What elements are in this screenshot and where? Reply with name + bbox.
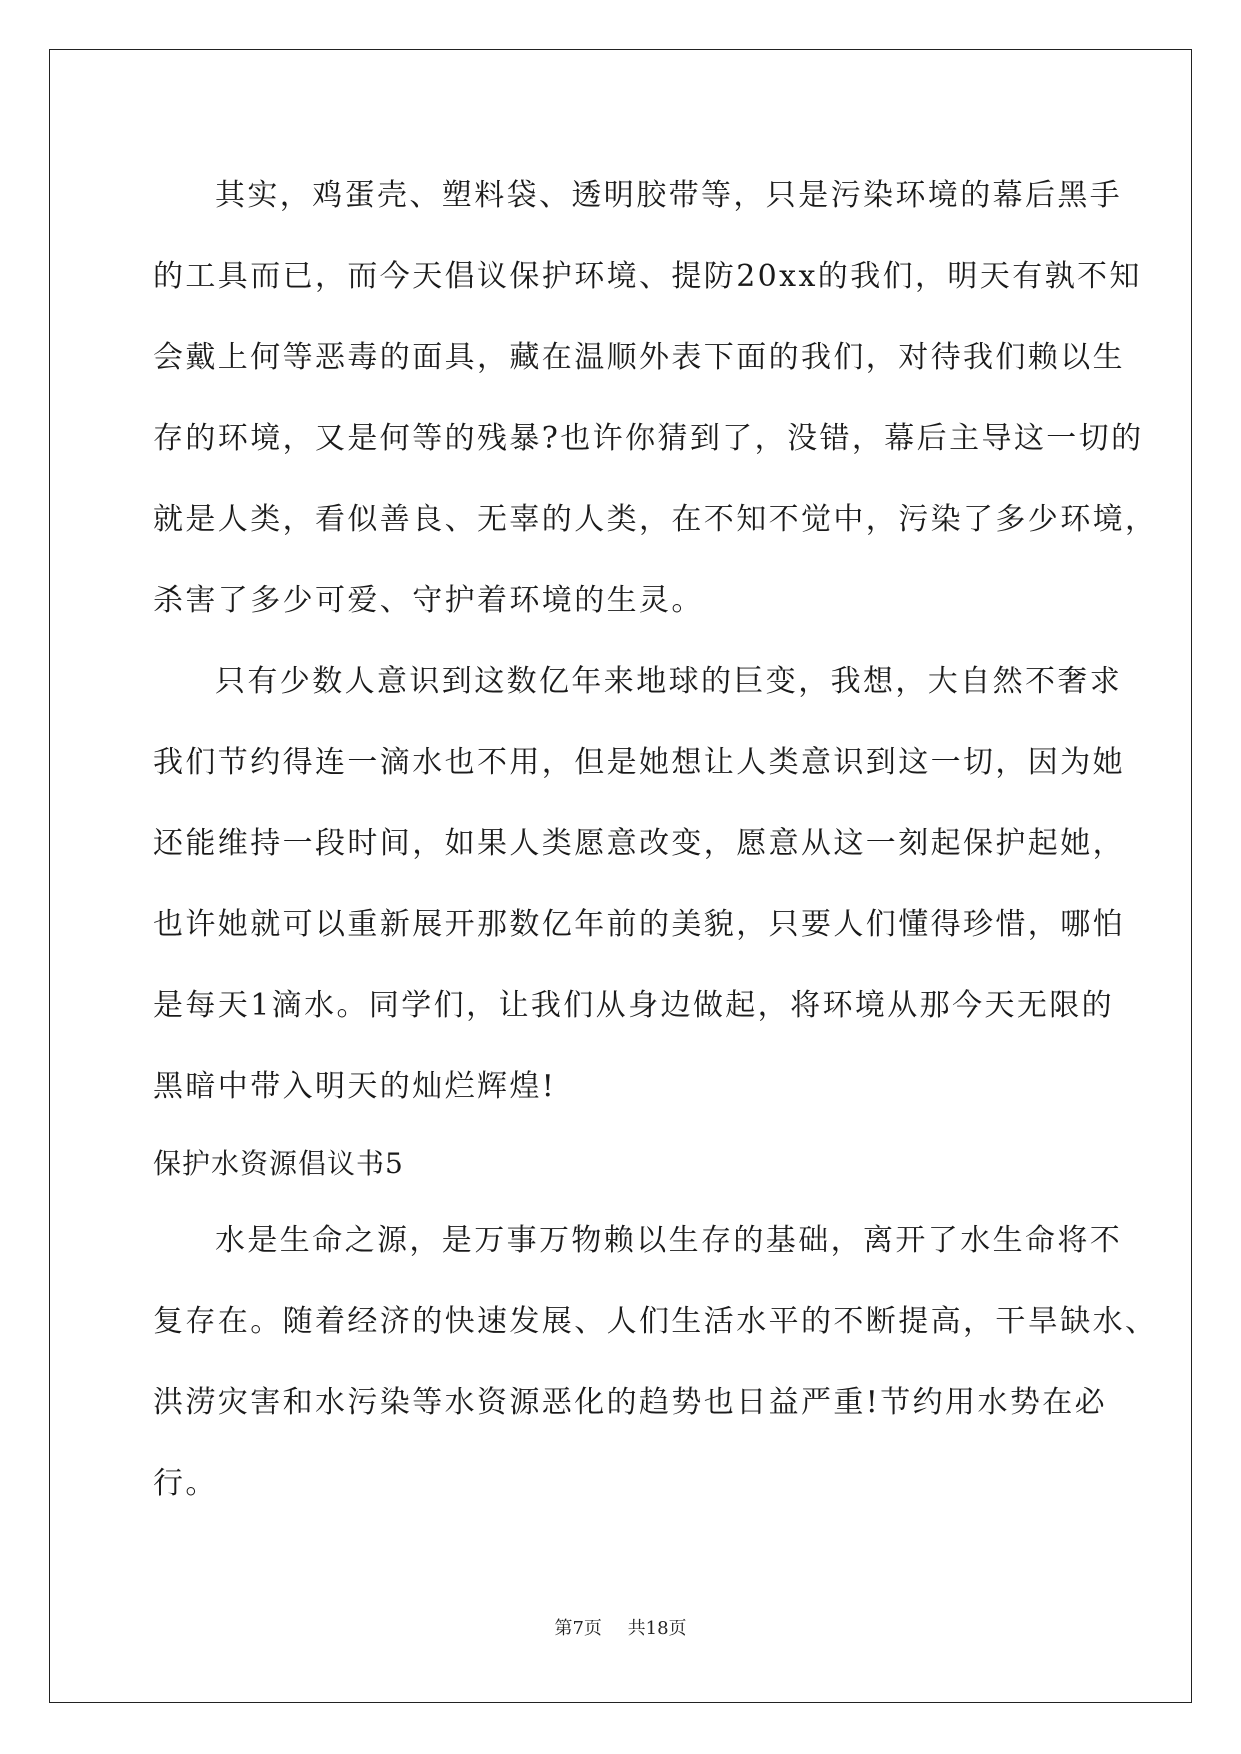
text-line: 还能维持一段时间，如果人类愿意改变，愿意从这一刻起保护起她， — [153, 826, 1125, 861]
text-line: 水是生命之源，是万事万物赖以生存的基础，离开了水生命将不 — [215, 1223, 1123, 1258]
paragraph-2 — [153, 641, 1125, 1127]
current-page-label: 第7页 — [554, 1618, 602, 1639]
text-line: 杀害了多少可爱、守护着环境的生灵。 — [153, 583, 704, 618]
text-line: 其实，鸡蛋壳、塑料袋、透明胶带等，只是污染环境的幕后黑手 — [215, 178, 1123, 213]
document-body — [153, 155, 1158, 1524]
paragraph-1 — [153, 155, 1158, 641]
text-line: 的工具而已，而今天倡议保护环境、提防20xx的我们，明天有孰不知 — [153, 259, 1142, 294]
text-line: 也许她就可以重新展开那数亿年前的美貌，只要人们懂得珍惜，哪怕 — [153, 907, 1125, 942]
section-heading: 保护水资源倡议书5 — [153, 1147, 404, 1180]
paragraph-3 — [153, 1200, 1158, 1524]
page-footer — [0, 1614, 1241, 1640]
text-line: 会戴上何等恶毒的面具，藏在温顺外表下面的我们，对待我们赖以生 — [153, 340, 1125, 375]
text-line: 就是人类，看似善良、无辜的人类，在不知不觉中，污染了多少环境， — [153, 502, 1158, 537]
text-line: 复存在。随着经济的快速发展、人们生活水平的不断提高，干旱缺水、 — [153, 1304, 1158, 1339]
total-pages-label: 共18页 — [627, 1618, 687, 1639]
text-line: 存的环境，又是何等的残暴?也许你猜到了，没错，幕后主导这一切的 — [153, 421, 1144, 456]
text-line: 只有少数人意识到这数亿年来地球的巨变，我想，大自然不奢求 — [215, 664, 1123, 699]
text-line: 行。 — [153, 1466, 218, 1501]
text-line: 是每天1滴水。同学们，让我们从身边做起，将环境从那今天无限的 — [153, 988, 1115, 1023]
text-line: 洪涝灾害和水污染等水资源恶化的趋势也日益严重!节约用水势在必 — [153, 1385, 1108, 1420]
text-line: 我们节约得连一滴水也不用，但是她想让人类意识到这一切，因为她 — [153, 745, 1125, 780]
text-line: 黑暗中带入明天的灿烂辉煌! — [153, 1069, 557, 1104]
